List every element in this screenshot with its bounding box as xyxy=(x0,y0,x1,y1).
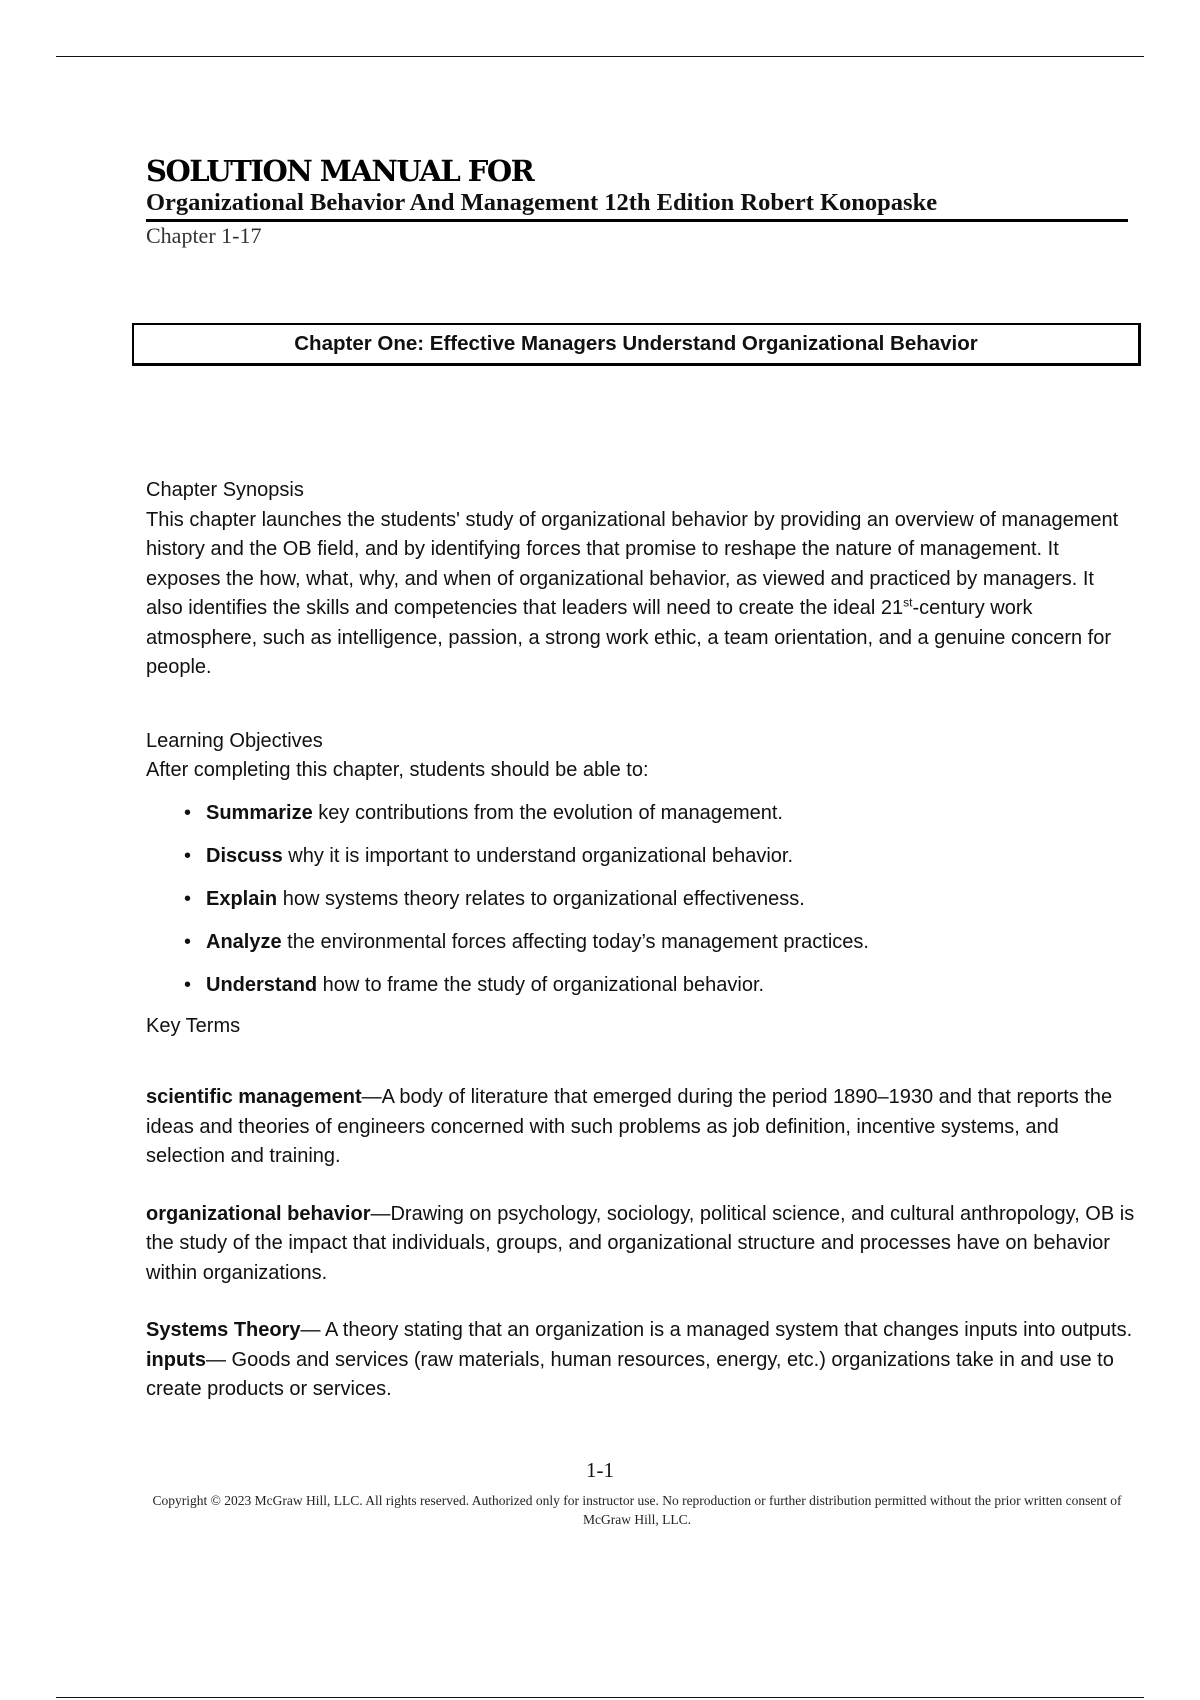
chapter-range: Chapter 1-17 xyxy=(146,223,262,248)
learning-objectives-intro: After completing this chapter, students should be able to: xyxy=(146,759,649,781)
objective-text: the environmental forces affecting today’s management practices. xyxy=(281,930,869,953)
objective-verb: Understand xyxy=(206,973,318,996)
bullet-icon: • xyxy=(184,887,192,910)
term-name: scientific management xyxy=(146,1086,362,1108)
list-item xyxy=(146,885,1136,914)
term-name: inputs xyxy=(146,1348,206,1371)
term-name: Systems Theory xyxy=(146,1319,301,1341)
key-term xyxy=(146,1083,1136,1172)
key-term xyxy=(146,1316,1136,1346)
page-number: 1-1 xyxy=(586,1458,614,1482)
chapter-title: Chapter One: Effective Managers Understand Organizational Behavior xyxy=(294,332,978,355)
list-item xyxy=(146,928,1136,957)
document-header xyxy=(146,154,1128,250)
objective-text: how to frame the study of organizational behavior. xyxy=(317,973,765,996)
bullet-icon: • xyxy=(184,801,192,824)
learning-objectives-list xyxy=(146,799,1136,1000)
term-definition: — A theory stating that an organization is a managed system that changes inputs into outputs. xyxy=(300,1319,1133,1341)
synopsis-text xyxy=(146,506,1136,683)
list-item xyxy=(146,799,1136,828)
objective-text: key contributions from the evolution of management. xyxy=(312,801,783,824)
list-item xyxy=(146,842,1136,871)
synopsis-heading: Chapter Synopsis xyxy=(146,479,304,501)
objective-text: why it is important to understand organizational behavior. xyxy=(282,844,794,867)
top-rule xyxy=(56,56,1144,57)
objective-text: how systems theory relates to organizational effectiveness. xyxy=(277,887,805,910)
term-definition: —A body of literature that emerged during the period 1890–1930 and that reports the ideas and theories of engineers concerned with such problems as job definition, incentive systems, and selection and training. xyxy=(146,1086,1113,1167)
key-term xyxy=(146,1346,1136,1405)
learning-objectives-heading: Learning Objectives xyxy=(146,729,323,752)
objective-verb: Analyze xyxy=(206,930,282,953)
solution-manual-heading: SOLUTION MANUAL FOR xyxy=(146,154,534,188)
list-item xyxy=(146,971,1136,1000)
copyright-notice: Copyright © 2023 McGraw Hill, LLC. All rights reserved. Authorized only for instructor use. No reproduction or further distribution permitted without the prior written consent of McGraw Hill, LLC. xyxy=(152,1493,1122,1527)
synopsis-text-part-2: -century work atmosphere, such as intelligence, passion, a strong work ethic, a team orientation, and a genuine concern for people. xyxy=(146,597,1112,678)
term-definition: —Drawing on psychology, sociology, political science, and cultural anthropology, OB is the study of the impact that individuals, groups, and organizational structure and processes have on behavior within organizations. xyxy=(146,1202,1135,1284)
objective-verb: Summarize xyxy=(206,801,313,824)
document-body xyxy=(146,476,1136,1405)
objective-verb: Explain xyxy=(206,887,278,910)
objective-verb: Discuss xyxy=(206,844,283,867)
chapter-title-box xyxy=(132,323,1141,366)
bullet-icon: • xyxy=(184,844,192,867)
bottom-rule xyxy=(56,1697,1144,1698)
key-term xyxy=(146,1200,1136,1289)
term-name: organizational behavior xyxy=(146,1202,371,1225)
bullet-icon: • xyxy=(184,973,192,996)
term-definition: — Goods and services (raw materials, human resources, energy, etc.) organizations take in and use to create products or services. xyxy=(146,1348,1114,1400)
bullet-icon: • xyxy=(184,930,192,953)
synopsis-text-part-1: This chapter launches the students' study of organizational behavior by providing an overview of management history and the OB field, and by identifying forces that promise to reshape the nature of management. It exposes the how, what, why, and when of organizational behavior, as viewed and practiced by managers. It also identifies the skills and competencies that leaders will need to create the ideal 21 xyxy=(146,508,1119,619)
key-terms-heading: Key Terms xyxy=(146,1014,241,1037)
book-title: Organizational Behavior And Management 12th Edition Robert Konopaske xyxy=(146,188,1128,222)
ordinal-suffix: st xyxy=(903,595,913,610)
